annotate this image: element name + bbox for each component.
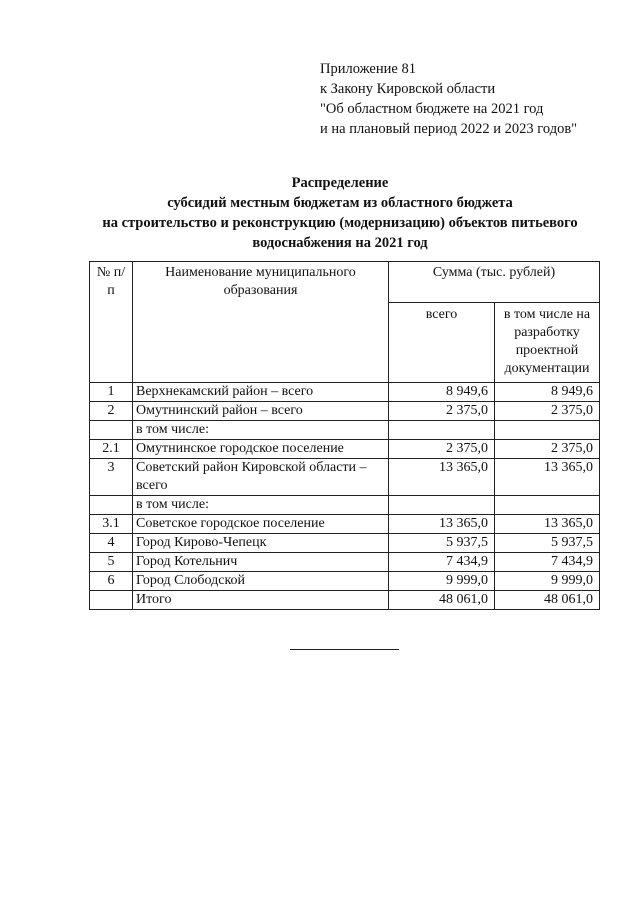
row-number: 3.1: [90, 515, 133, 534]
header-design: в том числе на разработку проектной документации: [495, 303, 600, 383]
row-design: 8 949,6: [495, 383, 600, 402]
table-row: [90, 496, 600, 515]
row-total: 5 937,5: [389, 534, 495, 553]
row-number: 2: [90, 402, 133, 421]
table-body: [90, 383, 600, 610]
table-row: [90, 383, 600, 402]
table-row: [90, 515, 600, 534]
row-design: 9 999,0: [495, 572, 600, 591]
row-number: 6: [90, 572, 133, 591]
row-total: [389, 421, 495, 440]
row-name: в том числе:: [133, 496, 389, 515]
closing-rule: [290, 649, 399, 650]
row-name: Верхнекамский район – всего: [133, 383, 389, 402]
table-row: [90, 421, 600, 440]
row-number: [90, 496, 133, 515]
row-design: [495, 421, 600, 440]
title-line: на строительство и реконструкцию (модернизацию) объектов питьевого: [102, 215, 578, 231]
row-number: 3: [90, 459, 133, 496]
row-design: 13 365,0: [495, 515, 600, 534]
row-name: Город Слободской: [133, 572, 389, 591]
header-name: Наименование муниципального образования: [133, 262, 389, 383]
header-total: всего: [389, 303, 495, 383]
row-design: 7 434,9: [495, 553, 600, 572]
subsidy-table: [89, 261, 600, 610]
header-row: [90, 262, 600, 303]
row-design: 2 375,0: [495, 440, 600, 459]
row-design: 48 061,0: [495, 591, 600, 610]
row-number: [90, 591, 133, 610]
row-name: в том числе:: [133, 421, 389, 440]
row-name: Советское городское поселение: [133, 515, 389, 534]
title-line: водоснабжения на 2021 год: [252, 235, 428, 251]
row-design: 5 937,5: [495, 534, 600, 553]
annex-line: и на плановый период 2022 и 2023 годов": [320, 121, 578, 137]
row-name: Город Кирово-Чепецк: [133, 534, 389, 553]
row-total: 48 061,0: [389, 591, 495, 610]
row-total: 9 999,0: [389, 572, 495, 591]
header-sum: Сумма (тыс. рублей): [389, 262, 600, 303]
title-line: субсидий местным бюджетам из областного бюджета: [167, 195, 513, 211]
row-name: Итого: [133, 591, 389, 610]
row-name: Советский район Кировской области – всего: [133, 459, 389, 496]
annex-reference: [320, 59, 577, 139]
row-total: [389, 496, 495, 515]
row-design: 13 365,0: [495, 459, 600, 496]
row-number: 5: [90, 553, 133, 572]
row-number: [90, 421, 133, 440]
annex-line: "Об областном бюджете на 2021 год: [320, 101, 544, 117]
table-row: [90, 402, 600, 421]
row-number: 4: [90, 534, 133, 553]
title-line: Распределение: [291, 175, 389, 191]
table-header: [90, 262, 600, 383]
row-total: 13 365,0: [389, 515, 495, 534]
row-name: Омутнинский район – всего: [133, 402, 389, 421]
row-name: Омутнинское городское поселение: [133, 440, 389, 459]
row-name: Город Котельнич: [133, 553, 389, 572]
annex-line: Приложение 81: [320, 61, 416, 77]
row-number: 1: [90, 383, 133, 402]
document-title: [60, 173, 620, 253]
table-row: [90, 440, 600, 459]
header-number: № п/п: [90, 262, 133, 383]
annex-line: к Закону Кировской области: [320, 81, 496, 97]
table-row: [90, 553, 600, 572]
row-total: 7 434,9: [389, 553, 495, 572]
table-row: [90, 459, 600, 496]
table-row: [90, 534, 600, 553]
row-total: 2 375,0: [389, 440, 495, 459]
row-number: 2.1: [90, 440, 133, 459]
table-row: [90, 591, 600, 610]
row-design: 2 375,0: [495, 402, 600, 421]
row-design: [495, 496, 600, 515]
row-total: 2 375,0: [389, 402, 495, 421]
row-total: 8 949,6: [389, 383, 495, 402]
table-row: [90, 572, 600, 591]
row-total: 13 365,0: [389, 459, 495, 496]
